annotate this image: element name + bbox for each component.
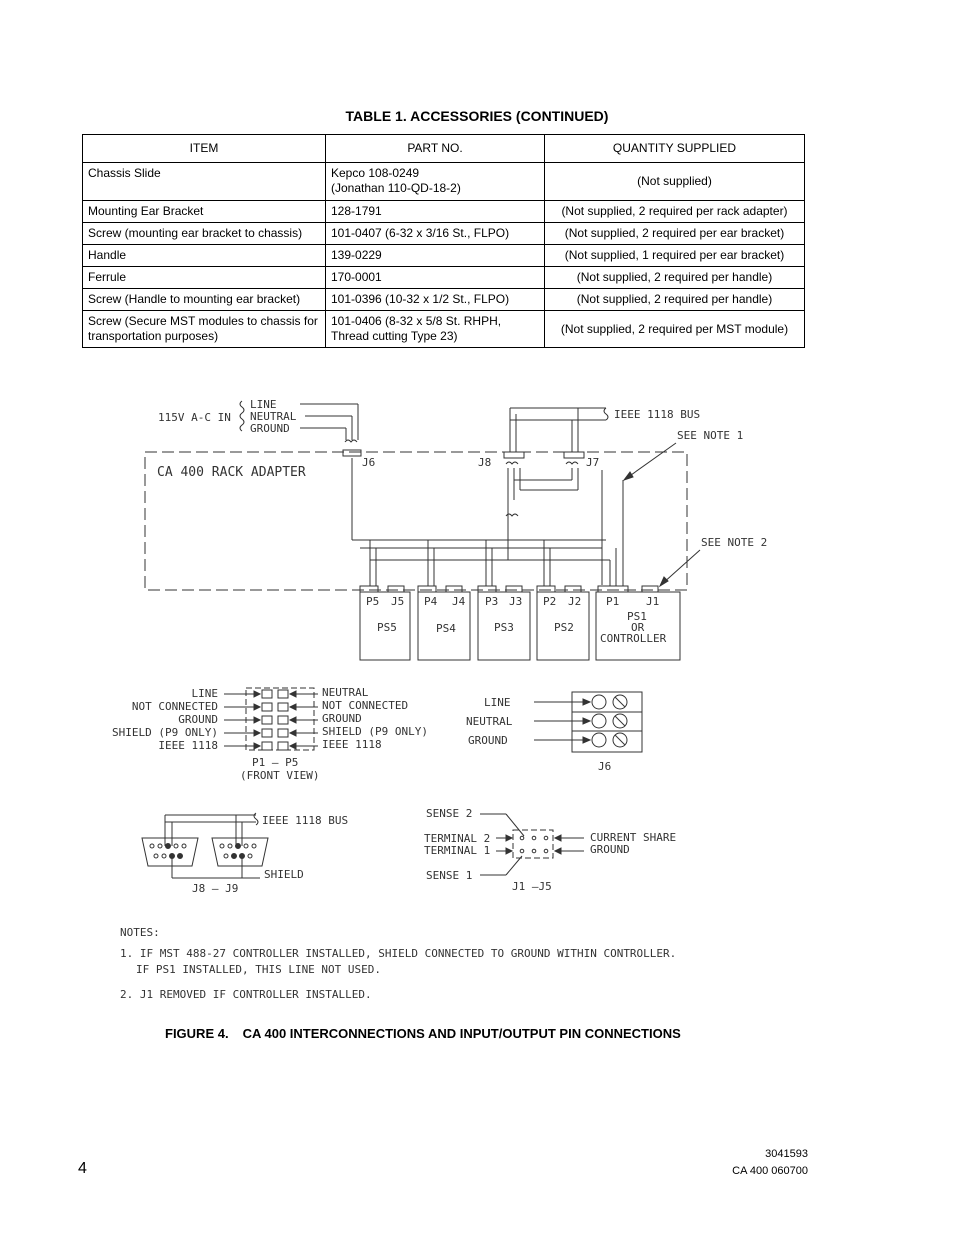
part-line: Thread cutting Type 23)	[331, 329, 458, 343]
pin-right-5: IEEE 1118	[322, 738, 382, 751]
figure-number: FIGURE 4.	[165, 1026, 229, 1041]
cell-part: 101-0396 (10-32 x 1/2 St., FLPO)	[326, 289, 545, 311]
pin-right-1: NEUTRAL	[322, 686, 369, 699]
cell-item: Chassis Slide	[83, 163, 326, 201]
j6-top-label: J6	[362, 456, 376, 469]
cell-item: Screw (mounting ear bracket to chassis)	[83, 223, 326, 245]
pin-right-3: GROUND	[322, 712, 362, 725]
cell-part: 101-0407 (6-32 x 3/16 St., FLPO)	[326, 223, 545, 245]
see-note-2-label: SEE NOTE 2	[701, 536, 768, 549]
pin-left-4: SHIELD (P9 ONLY)	[112, 726, 218, 739]
ps4-j-label: J4	[452, 595, 466, 608]
see-note-1-label: SEE NOTE 1	[677, 429, 744, 442]
j6-connector	[343, 450, 361, 456]
cell-qty: (Not supplied, 2 required per handle)	[545, 289, 805, 311]
ps1-name: PS1	[627, 610, 647, 623]
table-row	[83, 201, 805, 223]
table-row	[83, 245, 805, 267]
j6-ground-label: GROUND	[468, 734, 508, 747]
ps3-p-label: P3	[485, 595, 499, 608]
document-number: 3041593	[765, 1148, 808, 1160]
pin-left-1: LINE	[191, 687, 218, 700]
db9-connector-j9	[212, 838, 268, 866]
ps5-name: PS5	[377, 621, 397, 634]
j1-j5-label: J1 —J5	[512, 880, 552, 893]
cell-part: 128-1791	[326, 201, 545, 223]
cell-item: Screw (Handle to mounting ear bracket)	[83, 289, 326, 311]
pin-left-5: IEEE 1118	[158, 739, 218, 752]
cell-part	[326, 311, 545, 348]
ps2-j-label: J2	[568, 595, 582, 608]
j1-j5-connector	[513, 830, 553, 858]
rack-adapter-label: CA 400 RACK ADAPTER	[157, 465, 306, 480]
ps4-p-label: P4	[424, 595, 438, 608]
cell-part	[326, 163, 545, 201]
j-ground-label: GROUND	[590, 843, 630, 856]
notes-title: NOTES:	[120, 926, 160, 939]
document-code	[732, 1146, 808, 1180]
pin-left-3: GROUND	[178, 713, 218, 726]
header-item: ITEM	[83, 135, 326, 163]
cell-part: 170-0001	[326, 267, 545, 289]
cell-item: Handle	[83, 245, 326, 267]
cell-qty: (Not supplied, 2 required per rack adapter)	[545, 201, 805, 223]
front-view-label: (FRONT VIEW)	[240, 769, 320, 782]
db-connector-label: J8 — J9	[192, 882, 239, 895]
pin-arrows	[224, 691, 318, 749]
pin-right-2: NOT CONNECTED	[322, 699, 409, 712]
sense2-label: SENSE 2	[426, 807, 473, 820]
ps1-p-label: P1	[606, 595, 620, 608]
ac-line-label: LINE	[250, 398, 277, 411]
pin-left-2: NOT CONNECTED	[131, 700, 218, 713]
cell-part: 139-0229	[326, 245, 545, 267]
ps1-controller: CONTROLLER	[600, 632, 667, 645]
db-bus-label: IEEE 1118 BUS	[262, 814, 349, 827]
note-1a: 1. IF MST 488-27 CONTROLLER INSTALLED, SHIELD CONNECTED TO GROUND WITHIN CONTROLLER.	[120, 947, 677, 960]
cell-qty: (Not supplied)	[545, 163, 805, 201]
ps3-j-label: J3	[509, 595, 523, 608]
cell-qty: (Not supplied, 2 required per MST module)	[545, 311, 805, 348]
table-row	[83, 163, 805, 201]
pin-grid	[262, 690, 288, 750]
ieee-bus-label: IEEE 1118 BUS	[614, 408, 701, 421]
ac-ground-label: GROUND	[250, 422, 290, 435]
cell-item: Ferrule	[83, 267, 326, 289]
ps5-p-label: P5	[366, 595, 380, 608]
ac-neutral-label: NEUTRAL	[250, 410, 297, 423]
pin-right-4: SHIELD (P9 ONLY)	[322, 725, 428, 738]
terminal1-label: TERMINAL 1	[424, 844, 491, 857]
note-2: 2. J1 REMOVED IF CONTROLLER INSTALLED.	[120, 988, 372, 1001]
ps1-or: OR	[631, 621, 645, 634]
brace-icon	[240, 401, 244, 431]
document-revision: CA 400 060700	[732, 1165, 808, 1177]
j6-neutral-label: NEUTRAL	[466, 715, 513, 728]
j6-line-label: LINE	[484, 696, 511, 709]
ps5-j-label: J5	[391, 595, 405, 608]
figure-title: CA 400 INTERCONNECTIONS AND INPUT/OUTPUT PIN CONNECTIONS	[242, 1026, 681, 1041]
cell-qty: (Not supplied, 2 required per handle)	[545, 267, 805, 289]
cell-qty: (Not supplied, 2 required per ear bracket)	[545, 223, 805, 245]
db-shield-label: SHIELD	[264, 868, 304, 881]
ps2-name: PS2	[554, 621, 574, 634]
part-line: Kepco 108-0249	[331, 166, 420, 180]
interconnection-diagram	[0, 380, 954, 1020]
accessories-table	[82, 134, 805, 348]
table-row	[83, 267, 805, 289]
db9-connector-j8	[142, 838, 198, 866]
part-line: (Jonathan 110-QD-18-2)	[331, 181, 461, 195]
ps4-name: PS4	[436, 622, 456, 635]
header-quantity: QUANTITY SUPPLIED	[545, 135, 805, 163]
part-line: 101-0406 (8-32 x 5/8 St. RHPH,	[331, 314, 502, 328]
table-header-row	[83, 135, 805, 163]
j8-label: J8	[478, 456, 492, 469]
table-title: TABLE 1. ACCESSORIES (CONTINUED)	[345, 108, 609, 124]
table-row	[83, 311, 805, 348]
ps2-p-label: P2	[543, 595, 557, 608]
j6-block-label: J6	[598, 760, 612, 773]
ps1-j-label: J1	[646, 595, 660, 608]
table-row	[83, 289, 805, 311]
figure-caption	[165, 1026, 681, 1041]
page-number: 4	[78, 1160, 87, 1177]
ps3-name: PS3	[494, 621, 514, 634]
current-share-label: CURRENT SHARE	[590, 831, 677, 844]
header-part-no: PART NO.	[326, 135, 545, 163]
ac-in-label: 115V A-C IN	[158, 411, 231, 424]
cell-qty: (Not supplied, 1 required per ear bracket)	[545, 245, 805, 267]
sense1-label: SENSE 1	[426, 869, 473, 882]
cell-item: Mounting Ear Bracket	[83, 201, 326, 223]
cell-item: Screw (Secure MST modules to chassis for transportation purposes)	[83, 311, 326, 348]
note-1b: IF PS1 INSTALLED, THIS LINE NOT USED.	[136, 963, 382, 976]
p-range-label: P1 — P5	[252, 756, 299, 769]
terminal2-label: TERMINAL 2	[424, 832, 491, 845]
j7-label: J7	[586, 456, 600, 469]
table-row	[83, 223, 805, 245]
